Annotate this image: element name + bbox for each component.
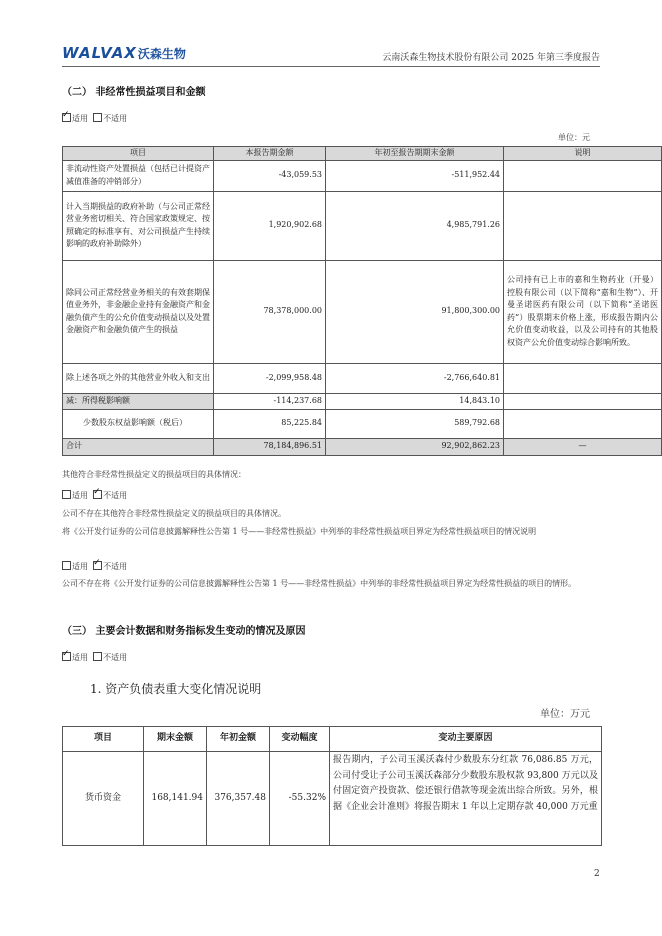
option-not-applicable: 不适用 — [103, 562, 128, 571]
total-ytd: 92,902,862.23 — [326, 438, 504, 455]
row-current: -2,099,958.48 — [214, 363, 326, 393]
page-number: 2 — [594, 869, 600, 879]
table-row — [63, 393, 662, 409]
row-note — [504, 160, 662, 191]
unchecked-box-icon — [62, 561, 71, 570]
row-note — [504, 191, 662, 260]
table-header-row — [63, 727, 602, 752]
row-current: 78,378,000.00 — [214, 260, 326, 363]
option-not-applicable: 不适用 — [103, 114, 128, 123]
table-row — [63, 752, 602, 846]
column-header: 本报告期金额 — [214, 147, 326, 161]
other-items-label: 其他符合非经常性损益定义的损益项目的具体情况： — [62, 470, 246, 479]
table-row — [63, 160, 662, 191]
row-current: 1,920,902.68 — [214, 191, 326, 260]
other-items-options — [62, 490, 127, 501]
row-item: 除上述各项之外的其他营业外收入和支出 — [63, 363, 214, 393]
row-ytd: 589,792.68 — [326, 409, 504, 438]
explain-label: 将《公开发行证券的公司信息披露解释性公告第 1 号——非经常性损益》中列举的非经常性损益项目界定为经常性损益项目的情况说明 — [62, 527, 537, 536]
table-header-row — [63, 147, 662, 161]
checked-box-icon — [93, 561, 102, 570]
row-ytd: 4,985,791.26 — [326, 191, 504, 260]
logo-text: WALVAX — [62, 44, 137, 62]
unchecked-box-icon — [93, 652, 102, 661]
row-item: 货币资金 — [63, 752, 144, 846]
other-items-text: 公司不存在其他符合非经常性损益定义的损益项目的具体情况。 — [62, 509, 286, 518]
row-change: -55.32% — [270, 752, 330, 846]
section-2-title: （二） 非经常性损益项目和金额 — [62, 87, 206, 98]
balance-sheet-subheading: 1. 资产负债表重大变化情况说明 — [90, 682, 262, 696]
row-ytd: 91,800,300.00 — [326, 260, 504, 363]
column-header: 年初至报告期期末金额 — [326, 147, 504, 161]
row-reason: 报告期内，子公司玉溪沃森付少数股东分红款 76,086.85 万元，公司付受让子公司玉溪沃森部分少数股东股权款 93,800 万元以及付固定资产投资款、偿还银行借款等现金流出综合所致。另外，根据《企业会计准则》将报告期末 1 年以上定期存款 40,000 万元重 — [330, 752, 602, 846]
total-note: — — [504, 438, 662, 455]
report-title: 云南沃森生物技术股份有限公司 2025 年第三季度报告 — [382, 53, 600, 63]
column-header: 项目 — [63, 727, 144, 752]
row-note — [504, 409, 662, 438]
checked-box-icon — [93, 490, 102, 499]
row-note — [504, 363, 662, 393]
unit-label: 单位：元 — [558, 133, 590, 142]
explain-text: 公司不存在将《公开发行证券的公司信息披露解释性公告第 1 号——非经常性损益》中列举的非经常性损益项目界定为经常性损益的项目的情形。 — [62, 579, 577, 588]
table-total-row — [63, 438, 662, 455]
row-current: -43,059.53 — [214, 160, 326, 191]
unchecked-box-icon — [93, 113, 102, 122]
unchecked-box-icon — [62, 490, 71, 499]
row-item: 除同公司正常经营业务相关的有效套期保值业务外，非金融企业持有金融资产和金融负债产生的公允价值变动损益以及处置金融资产和金融负债产生的损益 — [63, 260, 214, 363]
column-header: 年初金额 — [207, 727, 270, 752]
section-3-title: （三） 主要会计数据和财务指标发生变动的情况及原因 — [62, 626, 306, 637]
checked-box-icon — [62, 652, 71, 661]
row-current: 85,225.84 — [214, 409, 326, 438]
total-current: 78,184,896.51 — [214, 438, 326, 455]
row-item: 非流动性资产处置损益（包括已计提资产减值准备的冲销部分） — [63, 160, 214, 191]
page-header — [62, 44, 600, 67]
option-applicable: 适用 — [72, 491, 88, 500]
row-ytd: -511,952.44 — [326, 160, 504, 191]
column-header: 说明 — [504, 147, 662, 161]
table-row — [63, 363, 662, 393]
option-not-applicable: 不适用 — [103, 653, 128, 662]
row-ytd: 14,843.10 — [326, 393, 504, 409]
option-applicable: 适用 — [72, 562, 88, 571]
option-applicable: 适用 — [72, 653, 88, 662]
column-header: 期末金额 — [144, 727, 207, 752]
checked-box-icon — [62, 113, 71, 122]
total-label: 合计 — [63, 438, 214, 455]
explain-options — [62, 561, 127, 572]
row-note: 公司持有已上市的嘉和生物药业（开曼）控股有限公司（以下简称“嘉和生物”）、开曼圣诺医药有限公司（以下简称“圣诺医药”）股票期末价格上涨，形成报告期内公允价值变动收益，以及公司持有的其他股权资产公允价值变动综合影响所致。 — [504, 260, 662, 363]
option-not-applicable: 不适用 — [103, 491, 128, 500]
unit-label: 单位：万元 — [540, 709, 590, 720]
balance-change-table — [62, 726, 602, 846]
logo-cn-text: 沃森生物 — [137, 47, 186, 61]
row-item: 少数股东权益影响额（税后） — [63, 409, 214, 438]
row-begin: 376,357.48 — [207, 752, 270, 846]
row-item: 计入当期损益的政府补助（与公司正常经营业务密切相关、符合国家政策规定、按照确定的标准享有、对公司损益产生持续影响的政府补助除外） — [63, 191, 214, 260]
row-end: 168,141.94 — [144, 752, 207, 846]
table-row — [63, 409, 662, 438]
section-3-options — [62, 652, 127, 663]
company-logo — [62, 44, 186, 62]
column-header: 变动主要原因 — [330, 727, 602, 752]
row-item: 减：所得税影响额 — [63, 393, 214, 409]
table-row — [63, 191, 662, 260]
row-current: -114,237.68 — [214, 393, 326, 409]
non-recurring-table — [62, 146, 662, 456]
option-applicable: 适用 — [72, 114, 88, 123]
row-note — [504, 393, 662, 409]
row-ytd: -2,766,640.81 — [326, 363, 504, 393]
applicability-options — [62, 113, 127, 124]
table-row — [63, 260, 662, 363]
column-header: 变动幅度 — [270, 727, 330, 752]
column-header: 项目 — [63, 147, 214, 161]
